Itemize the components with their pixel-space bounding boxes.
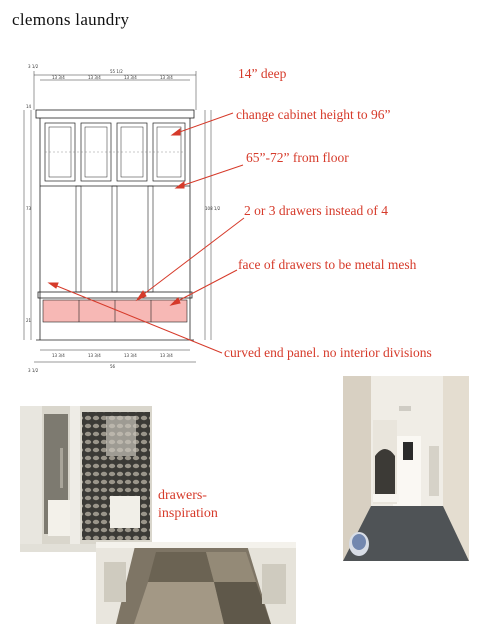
left-height-3: 21: [26, 318, 32, 323]
top-overall-dim: 55 1/2: [110, 69, 123, 74]
bottom-dim-3: 13 3/4: [124, 353, 137, 358]
top-dim-1: 13 3/4: [52, 75, 65, 80]
mudroom-hallway-photo: [343, 376, 469, 561]
left-height-1: 14: [26, 104, 32, 109]
bottom-dim-2: 13 3/4: [88, 353, 101, 358]
inspiration-label-line2: inspiration: [158, 506, 218, 521]
inspiration-label: [158, 487, 218, 523]
note-drawer-count: 2 or 3 drawers instead of 4: [244, 203, 388, 218]
top-dim-4: 13 3/4: [160, 75, 173, 80]
right-height: 108 1/2: [205, 206, 221, 211]
edge-dim-bottom: 3 1/2: [28, 368, 39, 373]
left-height-2: 73: [26, 206, 32, 211]
note-depth: 14” deep: [238, 66, 287, 81]
edge-dim-top: 3 1/2: [28, 64, 39, 69]
mesh-drawers-floor-photo: [96, 542, 296, 624]
inspiration-label-line1: drawers-: [158, 488, 207, 503]
note-from-floor: 65”-72” from floor: [246, 150, 349, 165]
note-cabinet-height: change cabinet height to 96”: [236, 107, 391, 122]
bottom-overall-dim: 56: [110, 364, 116, 369]
top-dim-3: 13 3/4: [124, 75, 137, 80]
top-dim-2: 13 3/4: [88, 75, 101, 80]
page-title: clemons laundry: [12, 10, 130, 29]
mesh-cabinet-photo: [20, 406, 152, 552]
bottom-dim-4: 13 3/4: [160, 353, 173, 358]
note-metal-mesh: face of drawers to be metal mesh: [238, 257, 417, 272]
note-end-panel: curved end panel. no interior divisions: [224, 345, 432, 360]
bottom-dim-1: 13 3/4: [52, 353, 65, 358]
